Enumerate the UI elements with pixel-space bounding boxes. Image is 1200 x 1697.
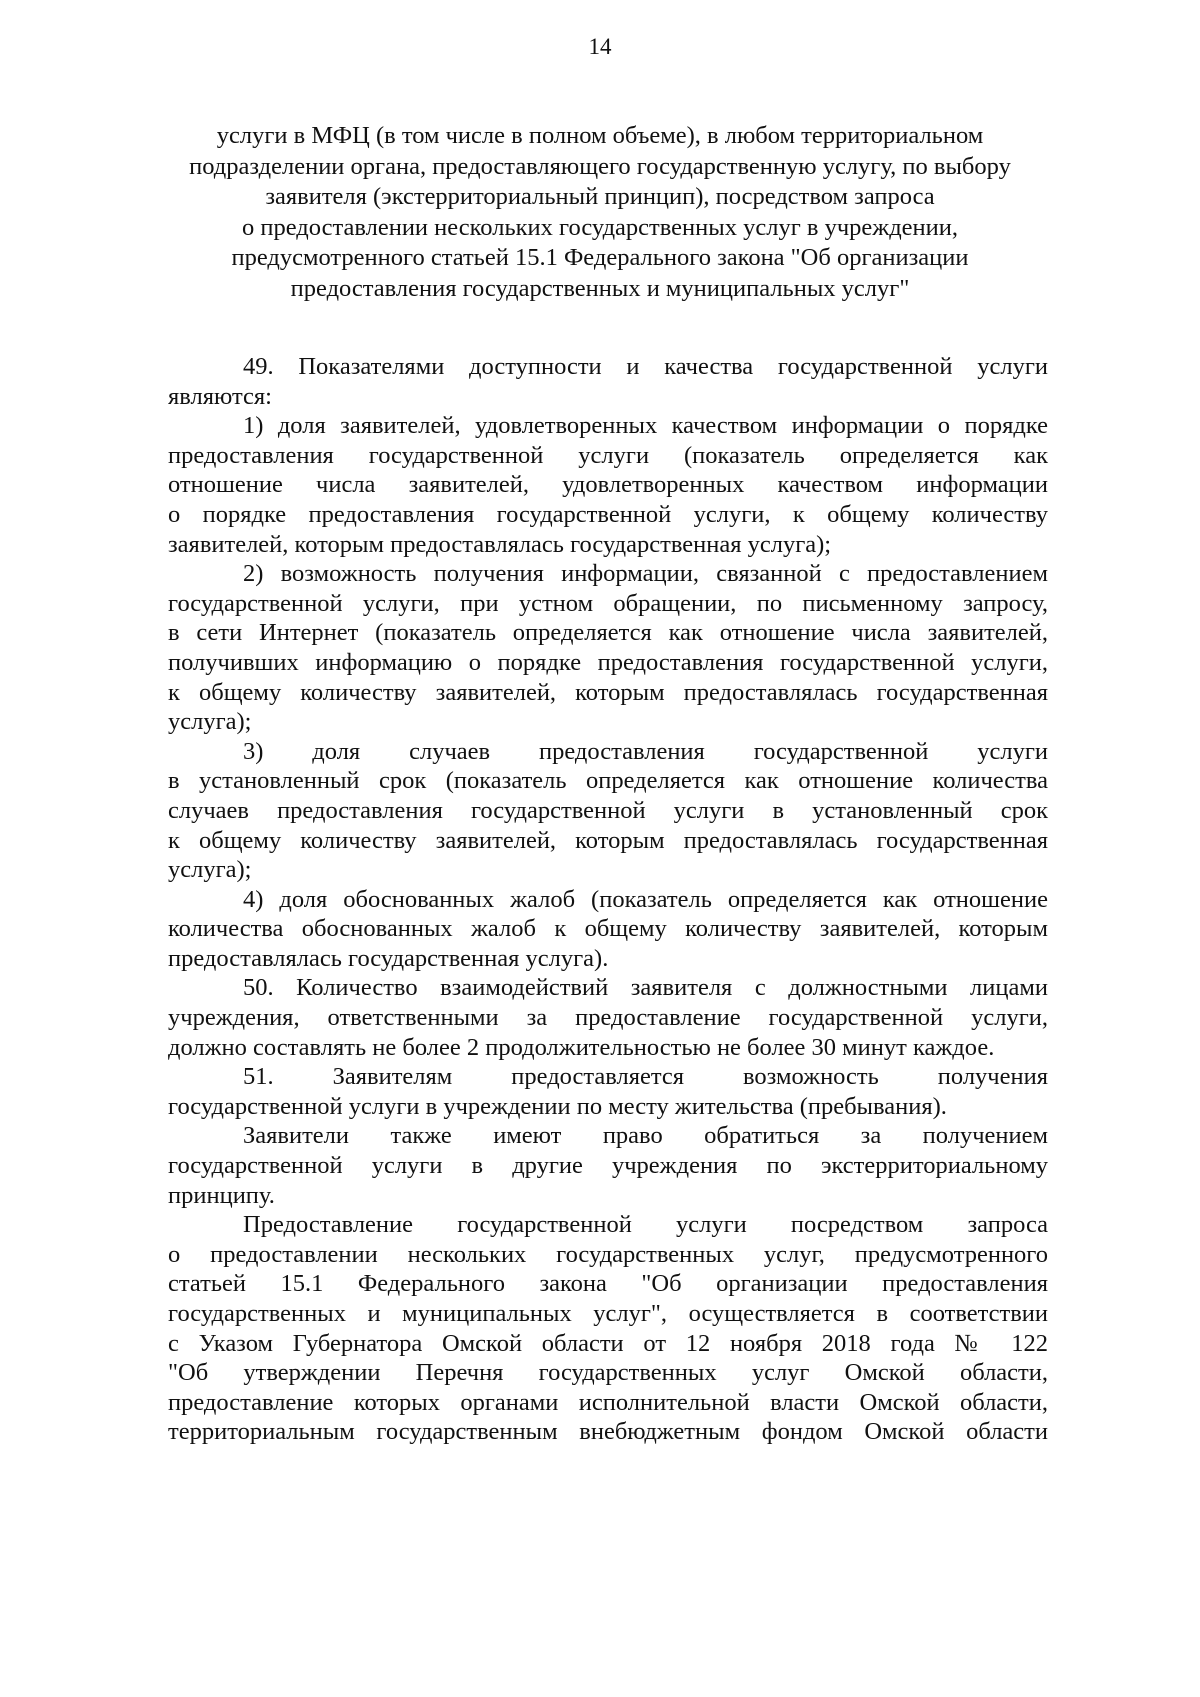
text-line: 2) возможность получения информации, связанной с предоставлением [243,560,1048,588]
text-line: к общему количеству заявителей, которым предоставлялась государственная [168,826,1048,854]
text-line: отношение числа заявителей, удовлетворенных качеством информации [168,471,1048,499]
text-line: государственных и муниципальных услуг", осуществляется в соответствии [168,1300,1048,1327]
heading-line: заявителя (экстерриториальный принцип), посредством запроса [265,183,935,211]
text-line: "Об утверждении Перечня государственных услуг Омской области, [168,1359,1048,1387]
text-line: Предоставление государственной услуги посредством запроса [243,1211,1048,1239]
text-line: учреждения, ответственными за предоставление государственной услуги, [168,1004,1048,1032]
text-line: о порядке предоставления государственной услуги, к общему количеству [168,500,1048,528]
text-line: получивших информацию о порядке предоставления государственной услуги, [168,648,1048,676]
text-line: в установленный срок (показатель определяется как отношение количества [168,767,1048,795]
text-line: государственной услуги в другие учреждения по экстерриториальному [168,1152,1048,1180]
text-line: предоставление которых органами исполнительной власти Омской области, [168,1388,1048,1416]
heading-line: услуги в МФЦ (в том числе в полном объеме), в любом территориальном [216,122,984,149]
text-line: случаев предоставления государственной услуги в установленный срок [168,796,1048,824]
text-line: количества обоснованных жалоб к общему количеству заявителей, которым [168,915,1048,943]
section-heading [150,121,1050,305]
document-body [168,352,1048,1447]
text-line: государственной услуги, при устном обращении, по письменному запросу, [168,589,1048,617]
text-line: 4) доля обоснованных жалоб (показатель определяется как отношение [243,885,1048,913]
text-line: к общему количеству заявителей, которым предоставлялась государственная [168,678,1048,706]
text-line: 51. Заявителям предоставляется возможность получения [243,1063,1048,1091]
text-line: Заявители также имеют право обратиться за получением [243,1122,1048,1150]
text-line: статьей 15.1 Федерального закона "Об организации предоставления [168,1270,1048,1298]
heading-line: предоставления государственных и муниципальных услуг" [290,274,910,302]
text-line: предоставления государственной услуги (показатель определяется как [168,441,1048,469]
text-line: 3) доля случаев предоставления государственной услуги [243,737,1048,765]
text-line: услуга); [168,708,252,736]
page-number: 14 [588,34,612,59]
text-line: заявителей, которым предоставлялась государственная услуга); [168,530,832,558]
text-line: услуга); [168,856,252,884]
text-line: 49. Показателями доступности и качества государственной услуги [243,353,1048,380]
heading-line: подразделении органа, предоставляющего государственную услугу, по выбору [189,152,1011,180]
text-line: территориальным государственным внебюджетным фондом Омской области [168,1418,1048,1446]
text-line: принципу. [168,1181,275,1209]
heading-line: предусмотренного статьей 15.1 Федерального закона "Об организации [231,244,969,272]
text-line: с Указом Губернатора Омской области от 12 ноября 2018 года № 122 [168,1329,1048,1357]
text-line: 1) доля заявителей, удовлетворенных качеством информации о порядке [243,412,1048,440]
text-line: должно составлять не более 2 продолжительностью не более 30 минут каждое. [168,1033,995,1061]
text-line: в сети Интернет (показатель определяется как отношение числа заявителей, [168,619,1048,647]
heading-line: о предоставлении нескольких государственных услуг в учреждении, [242,213,958,241]
text-line: являются: [168,382,272,410]
text-line: о предоставлении нескольких государственных услуг, предусмотренного [168,1240,1048,1268]
text-line: 50. Количество взаимодействий заявителя с должностными лицами [243,974,1048,1002]
text-line: государственной услуги в учреждении по месту жительства (пребывания). [168,1092,947,1120]
text-line: предоставлялась государственная услуга). [168,944,609,972]
